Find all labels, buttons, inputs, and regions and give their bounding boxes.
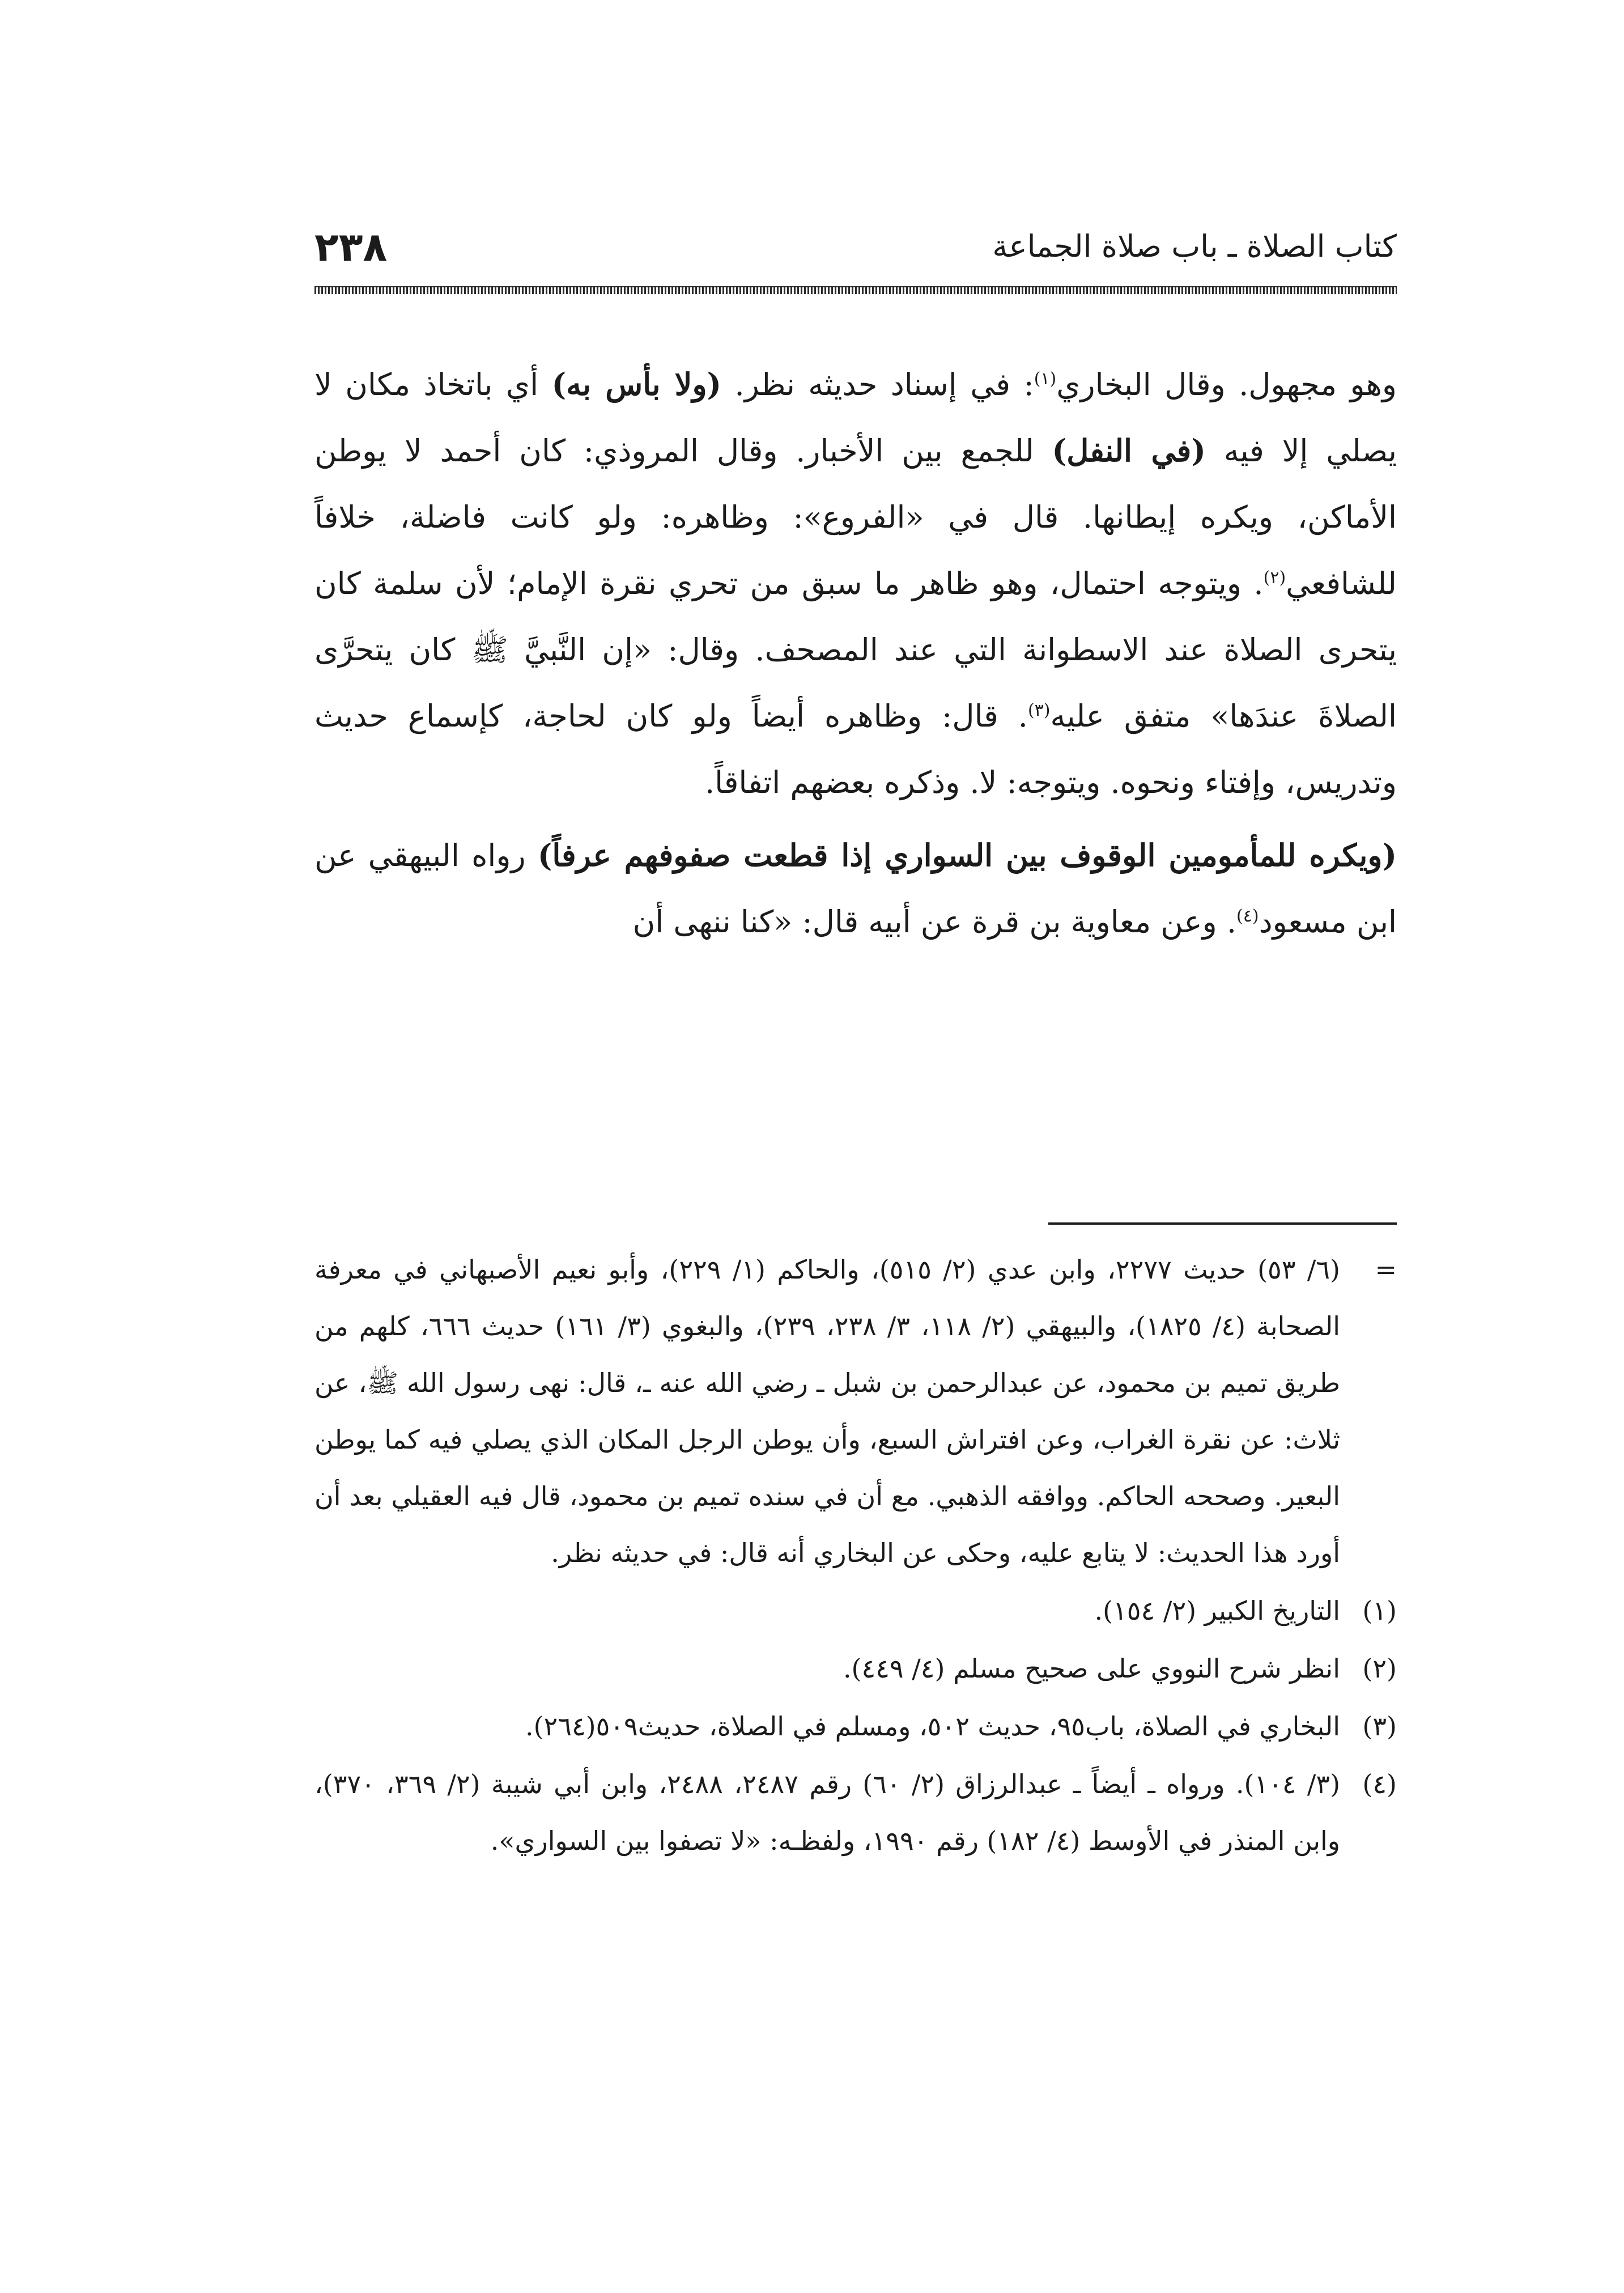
footnote-text: البخاري في الصلاة، باب٩٥، حديث ٥٠٢، ومسلم في الصلاة، حديث٥٠٩(٢٦٤).	[525, 1711, 1340, 1742]
footnote-ref-3: (٣)	[1027, 700, 1051, 720]
paragraph-1	[314, 351, 1397, 816]
text-run: : في إسناد حديثه نظر.	[721, 367, 1034, 402]
footnote-ref-4: (٤)	[1236, 906, 1259, 926]
paragraph-2	[314, 822, 1397, 955]
page-number: ٢٣٨	[314, 224, 388, 270]
footnote-item	[314, 1582, 1397, 1639]
text-run: . وعن معاوية بن قرة عن أبيه قال: «كنا ننهى أن	[632, 904, 1237, 940]
matn-quote: (ويكره للمأمومين الوقوف بين السواري إذا قطعت صفوفهم عرفاً)	[537, 837, 1397, 873]
footnote-item	[314, 1698, 1397, 1755]
footnote-continuation-text: (٦/ ٥٣) حديث ٢٢٧٧، وابن عدي (٢/ ٥١٥)، والحاكم (١/ ٢٢٩)، وأبو نعيم الأصبهاني في معرفة الصحابة (٤/ ١٨٢٥)، والبيهقي (٢/ ١١٨، ٣/ ٢٣٨، ٢٣٩)، والبغوي (٣/ ١٦١) حديث ٦٦٦، كلهم من طريق تميم بن محمود، عن عبدالرحمن بن شبل ـ رضي الله عنه ـ، قال: نهى رسول الله ﷺ، عن ثلاث: عن نقرة الغراب، وعن افتراش السبع، وأن يوطن الرجل المكان الذي يصلي فيه كما يوطن البعير. وصححه الحاكم. ووافقه الذهبي. مع أن في سنده تميم بن محمود، قال فيه العقيلي بعد أن أورد هذا الحديث: لا يتابع عليه، وحكى عن البخاري أنه قال: في حديثه نظر.	[314, 1254, 1341, 1568]
main-text	[314, 351, 1397, 955]
text-run: أي باتخاذ مكان لا يصلي إلا فيه	[314, 367, 1397, 469]
footnote-separator	[1048, 1222, 1397, 1225]
text-run: . قال: وظاهره أيضاً ولو كان لحاجة، كإسماع حديث وتدريس، وإفتاء ونحوه. ويتوجه: لا. وذكره بعضهم اتفاقاً.	[314, 698, 1397, 800]
footnote-ref-1: (١)	[1034, 369, 1057, 389]
footnote-text: (٣/ ١٠٤). ورواه ـ أيضاً ـ عبدالرزاق (٢/ ٦٠) رقم ٢٤٨٧، ٢٤٨٨، وابن أبي شيبة (٢/ ٣٦٩، ٣٧٠)، وابن المنذر في الأوسط (٤/ ١٨٢) رقم ١٩٩٠، ولفظـه: «لا تصفوا بين السواري».	[314, 1769, 1341, 1856]
footnote-number: (٤)	[1362, 1769, 1397, 1799]
footnote-item	[314, 1640, 1397, 1697]
footnote-number: (١)	[1362, 1595, 1397, 1626]
page-header	[314, 224, 1397, 286]
footnote-text: انظر شرح النووي على صحيح مسلم (٤/ ٤٤٩).	[843, 1653, 1340, 1684]
matn-quote: (في النفل)	[1052, 432, 1206, 469]
footnote-text: التاريخ الكبير (٢/ ١٥٤).	[1094, 1595, 1340, 1626]
footnote-number: (٢)	[1362, 1653, 1397, 1684]
continuation-mark: =	[1375, 1254, 1397, 1285]
footnote-ref-2: (٢)	[1263, 568, 1286, 588]
text-run: . ويتوجه احتمال، وهو ظاهر ما سبق من تحري نقرة الإمام؛ لأن سلمة كان يتحرى الصلاة عند الاسطوانة التي عند المصحف. وقال: «إن النَّبيَّ ﷺ كان يتحرَّى الصلاةَ عندَها» متفق عليه	[314, 566, 1397, 734]
running-title: كتاب الصلاة ـ باب صلاة الجماعة	[992, 228, 1397, 264]
footnotes	[314, 1241, 1397, 1869]
text-run: للجمع بين الأخبار. وقال المروذي: كان أحمد لا يوطن الأماكن، ويكره إيطانها. قال في «الفروع»: وظاهره: ولو كانت فاضلة، خلافاً للشافعي	[314, 433, 1397, 601]
matn-quote: (ولا بأس به)	[551, 366, 722, 402]
footnote-number: (٣)	[1362, 1711, 1397, 1742]
text-run: رواه البيهقي عن ابن مسعود	[314, 838, 1397, 940]
header-divider	[314, 286, 1397, 294]
footnote-item	[314, 1756, 1397, 1869]
text-run: وهو مجهول. وقال البخاري	[1056, 367, 1397, 402]
footnote-continuation	[314, 1241, 1397, 1581]
